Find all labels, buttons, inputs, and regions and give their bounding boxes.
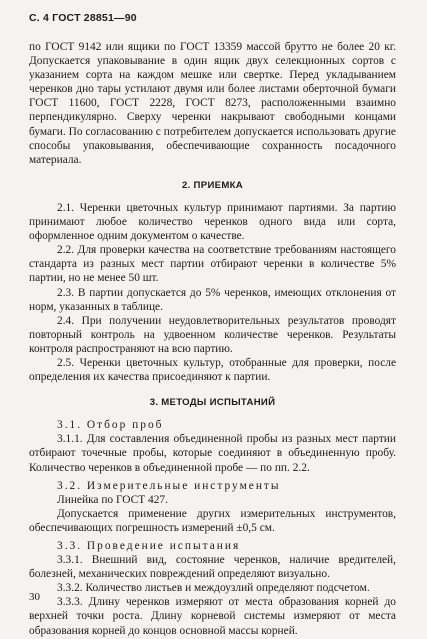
paragraph-3-3-1: 3.3.1. Внешний вид, состояние черенков, наличие вредителей, болезней, механических повреждений определяют визуально. xyxy=(29,554,396,581)
paragraph-2-1: 2.1. Черенки цветочных культур принимают партиями. За партию принимают любое количество черенков одного вида или сорта, оформленное одним документом о качестве. xyxy=(29,201,396,243)
section-title-test-methods: 3. МЕТОДЫ ИСПЫТАНИЙ xyxy=(149,397,276,409)
paragraph-2-5: 2.5. Черенки цветочных культур, отобранные для проверки, после определения их качества присоединяют к партии. xyxy=(29,356,396,384)
paragraph-3-3-2: 3.3.2. Количество листьев и междоузлий определяют подсчетом. xyxy=(57,582,370,595)
paragraph-2-4: 2.4. При получении неудовлетворительных результатов проводят повторный контроль на удвоенном количестве черенков. Результаты контроля распространяют на всю партию. xyxy=(29,314,396,355)
subsection-title-testing: 3.3. Проведение испытания xyxy=(57,540,241,552)
paragraph-2-2: 2.2. Для проверки качества на соответствие требованиям настоящего стандарта из разных мест партии отбирают черенки в количестве 5% партии, но не менее 50 шт. xyxy=(29,244,396,285)
subsection-title-instruments: 3.2. Измерительные инструменты xyxy=(57,479,281,492)
paragraph-3-2-other: Допускается применение других измерительных инструментов, обеспечивающих погрешность измерений ±0,5 см. xyxy=(29,507,396,534)
document-body xyxy=(29,40,396,638)
subsection-title-sampling: 3.1. Отбор проб xyxy=(57,419,164,432)
paragraph-3-3-3: 3.3.3. Длину черенков измеряют от места образования корней до верхней точки роста. Длину корневой системы измеряют от места образования корней до концов основной массы корней. xyxy=(29,596,396,637)
page-number: 30 xyxy=(29,591,40,603)
section-title-acceptance: 2. ПРИЕМКА xyxy=(181,179,244,191)
paragraph-3-2-ruler: Линейка по ГОСТ 427. xyxy=(57,493,168,506)
page-header: С. 4 ГОСТ 28851—90 xyxy=(29,12,137,24)
paragraph-packaging: по ГОСТ 9142 или ящики по ГОСТ 13359 массой брутто не более 20 кг. Допускается упаковывание в один ящик двух селекционных сортов с указанием сорта на каждом мешке или свертке. Перед укладыванием черенков дно тары устилают двумя или более листами оберточной бумаги ГОСТ 11600, ГОСТ 2228, ГОСТ 8273, расположенными взаимно перпендикулярно. Сверху черенки накрывают свободными концами бумаги. По согласованию с потребителем допускается использовать другие способы упаковывания, обеспечивающие сохранность посадочного материала. xyxy=(29,41,396,166)
paragraph-3-1-1: 3.1.1. Для составления объединенной пробы из разных мест партии отбирают точечные пробы, которые соединяют в объединенную пробу. Количество черенков в объединенной пробе — по пп. 2.2. xyxy=(29,433,396,474)
paragraph-2-3: 2.3. В партии допускается до 5% черенков, имеющих отклонения от норм, указанных в таблице. xyxy=(29,286,396,313)
